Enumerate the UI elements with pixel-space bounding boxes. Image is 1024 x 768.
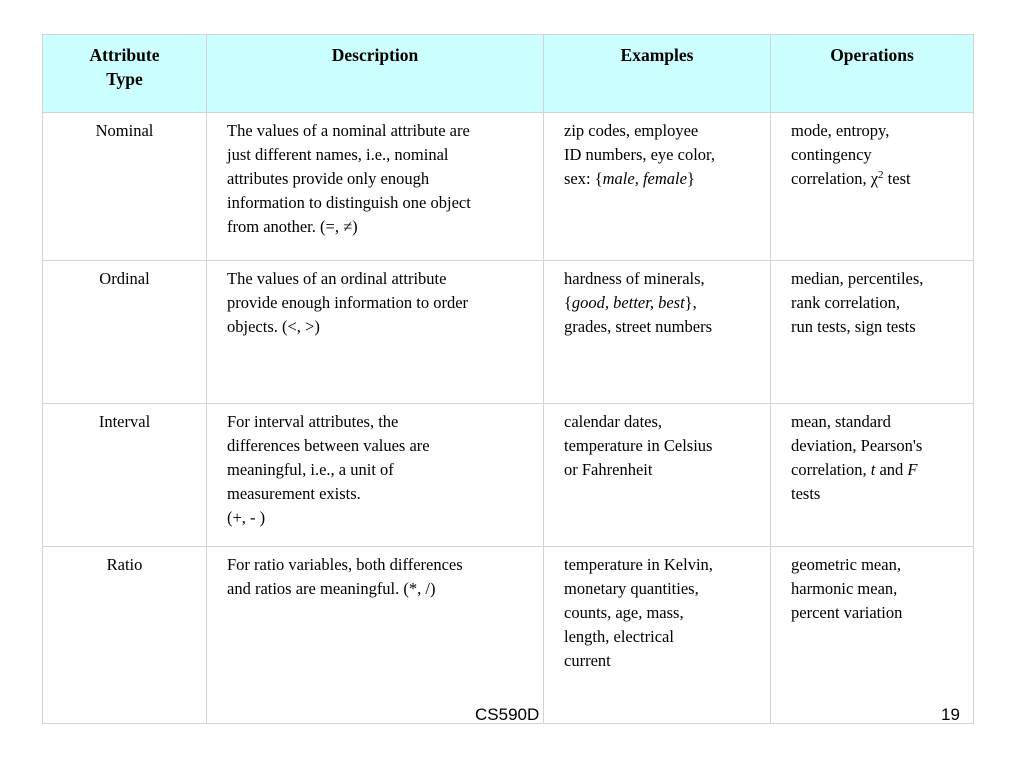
description-cell [207, 547, 544, 724]
footer-course-label: CS590D [475, 705, 540, 724]
examples-cell [544, 547, 771, 724]
operations-text: and [875, 460, 908, 479]
header-row [43, 35, 974, 113]
operations-line: tests [791, 484, 821, 503]
operations-cell [771, 113, 974, 261]
operations-cell [771, 547, 974, 724]
examples-italic-text: male, female [602, 169, 687, 188]
operations-line: mean, standard [791, 412, 891, 431]
attribute-type-cell: Ordinal [43, 261, 207, 404]
examples-line: monetary quantities, [564, 579, 699, 598]
examples-cell [544, 261, 771, 404]
examples-line: counts, age, mass, [564, 603, 684, 622]
operations-italic-f: F [907, 460, 918, 479]
examples-line: calendar dates, [564, 412, 663, 431]
attribute-type-cell: Interval [43, 404, 207, 547]
description-line: differences between values are [227, 436, 430, 455]
examples-line: zip codes, employee [564, 121, 699, 140]
description-cell [207, 113, 544, 261]
description-line: The values of a nominal attribute are [227, 121, 470, 140]
examples-text: }, [684, 293, 697, 312]
description-line: objects. (<, >) [227, 317, 320, 336]
operations-line: harmonic mean, [791, 579, 898, 598]
operations-line: rank correlation, [791, 293, 901, 312]
description-line: and ratios are meaningful. (*, /) [227, 579, 436, 598]
description-line: For ratio variables, both differences [227, 555, 463, 574]
operations-line: deviation, Pearson's [791, 436, 923, 455]
description-line: just different names, i.e., nominal [227, 145, 449, 164]
table-row-ordinal [43, 261, 974, 404]
examples-italic-text: good, better, best [571, 293, 685, 312]
table-row-ratio [43, 547, 974, 724]
description-line: from another. (=, ≠) [227, 217, 358, 236]
description-line: (+, - ) [227, 508, 266, 527]
examples-line: temperature in Celsius [564, 436, 713, 455]
operations-text: correlation, χ [791, 169, 879, 188]
examples-line: length, electrical [564, 627, 674, 646]
header-description: Description [207, 35, 544, 113]
operations-text: correlation, [791, 460, 871, 479]
table-row-interval [43, 404, 974, 547]
description-line: measurement exists. [227, 484, 361, 503]
operations-text: test [883, 169, 911, 188]
examples-line: hardness of minerals, [564, 269, 705, 288]
description-line: The values of an ordinal attribute [227, 269, 447, 288]
operations-cell [771, 261, 974, 404]
operations-line: contingency [791, 145, 872, 164]
description-line: information to distinguish one object [227, 193, 471, 212]
attribute-types-table [42, 34, 974, 724]
description-cell [207, 404, 544, 547]
description-line: meaningful, i.e., a unit of [227, 460, 394, 479]
operations-italic-t: t [870, 460, 876, 479]
table-row-nominal [43, 113, 974, 261]
examples-text: } [686, 169, 695, 188]
operations-line: mode, entropy, [791, 121, 890, 140]
attribute-type-cell: Ratio [43, 547, 207, 724]
header-examples: Examples [544, 35, 771, 113]
examples-cell [544, 113, 771, 261]
footer-page-number: 19 [941, 705, 960, 724]
header-operations: Operations [771, 35, 974, 113]
superscript-two: 2 [878, 169, 884, 181]
examples-line: temperature in Kelvin, [564, 555, 713, 574]
operations-line: geometric mean, [791, 555, 901, 574]
operations-line: percent variation [791, 603, 903, 622]
operations-line [791, 167, 955, 191]
header-attribute-type-line1: Attribute [89, 45, 160, 65]
examples-line [564, 167, 752, 191]
description-line: attributes provide only enough [227, 169, 430, 188]
examples-text: sex: { [564, 169, 603, 188]
description-cell [207, 261, 544, 404]
examples-line: current [564, 651, 611, 670]
operations-cell [771, 404, 974, 547]
header-attribute-type-line2: Type [106, 69, 143, 89]
operations-line [791, 458, 955, 482]
attribute-type-cell: Nominal [43, 113, 207, 261]
examples-line: grades, street numbers [564, 317, 712, 336]
examples-line: ID numbers, eye color, [564, 145, 715, 164]
examples-line: or Fahrenheit [564, 460, 653, 479]
examples-line [564, 291, 752, 315]
header-attribute-type [43, 35, 207, 113]
description-line: For interval attributes, the [227, 412, 399, 431]
operations-line: run tests, sign tests [791, 317, 916, 336]
operations-line: median, percentiles, [791, 269, 924, 288]
examples-cell [544, 404, 771, 547]
examples-text: { [564, 293, 572, 312]
description-line: provide enough information to order [227, 293, 469, 312]
